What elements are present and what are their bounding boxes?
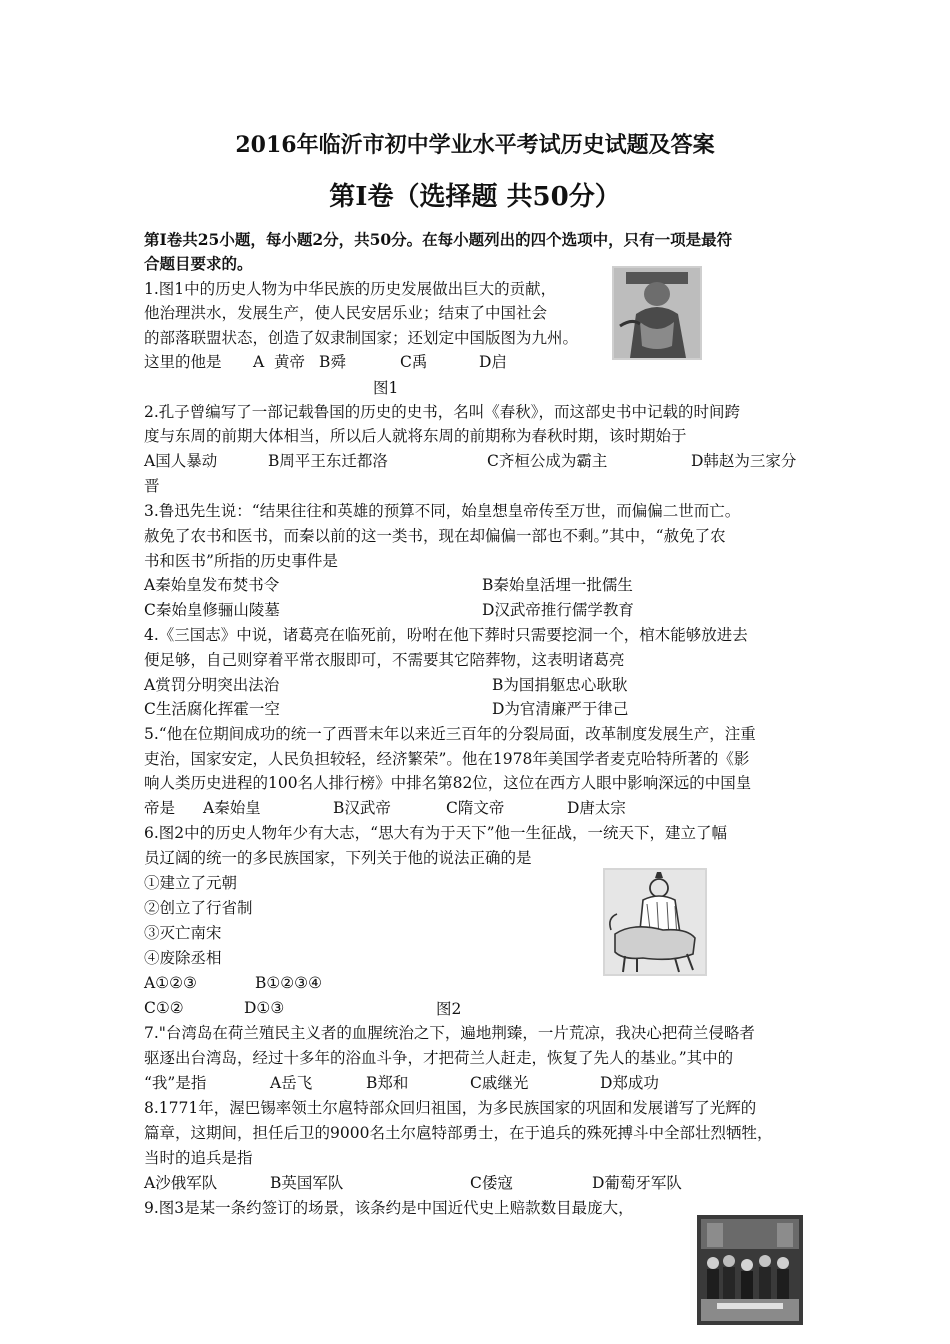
figure-1-image <box>612 266 702 360</box>
q5-stem-line: 吏治，国家安定，人民负担较轻，经济繁荣”。他在1978年美国学者麦克哈特所著的《影 <box>144 750 750 768</box>
q5-stem-line: 响人类历史进程的100名人排行榜》中排名第82位，这位在西方人眼中影响深远的中国皇 <box>144 774 752 792</box>
q3-stem-line: 3.鲁迅先生说：“结果往往和英雄的预算不同，始皇想皇帝传至万世，而偏偏二世而亡。 <box>144 502 741 520</box>
q5-stem-tail: 帝是 <box>144 799 176 817</box>
q1-option-a: A 黄帝 <box>253 353 306 371</box>
q6-option-a: A①②③ <box>144 974 197 992</box>
q1-stem-line: 的部落联盟状态，创造了奴隶制国家；还划定中国版图为九州。 <box>144 329 579 347</box>
q8-stem-line: 篇章，这期间，担任后卫的9000名土尔扈特部勇士，在于追兵的殊死搏斗中全部壮烈牺牲， <box>144 1124 773 1142</box>
figure-2-caption: 图2 <box>436 1000 462 1018</box>
q6-item: ④废除丞相 <box>144 949 222 967</box>
q2-stem-line: 度与东周的前期大体相当，所以后人就将东周的前期称为春秋时期，该时期始于 <box>144 427 687 445</box>
q1-option-b: B舜 <box>319 353 346 371</box>
q7-option-d: D郑成功 <box>600 1074 659 1092</box>
q7-stem-tail: “我”是指 <box>144 1074 207 1092</box>
q8-option-d: D葡萄牙军队 <box>592 1174 682 1192</box>
q3-stem-line: 赦免了农书和医书，而秦以前的这一类书，现在却偏偏一部也不剩。”其中，“赦免了农 <box>144 527 726 545</box>
figure-3-image <box>697 1215 803 1325</box>
q8-option-b: B英国军队 <box>270 1174 344 1192</box>
q6-option-c: C①② <box>144 999 184 1017</box>
q1-option-d: D启 <box>479 353 507 371</box>
q3-option-c: C秦始皇修骊山陵墓 <box>144 601 280 619</box>
q6-stem-line: 员辽阔的统一的多民族国家，下列关于他的说法正确的是 <box>144 849 532 867</box>
section-title: 第Ⅰ卷（选择题 共50分） <box>329 182 621 212</box>
document-title: 2016年临沂市初中学业水平考试历史试题及答案 <box>235 132 715 158</box>
q6-stem-line: 6.图2中的历史人物年少有大志，“思大有为于天下”他一生征战，一统天下，建立了幅 <box>144 824 728 842</box>
q1-stem-tail: 这里的他是 <box>144 353 222 371</box>
q4-stem-line: 便足够，自己则穿着平常衣服即可，不需要其它陪葬物，这表明诸葛亮 <box>144 651 625 669</box>
q6-option-d: D①③ <box>244 999 285 1017</box>
q7-option-c: C戚继光 <box>470 1074 529 1092</box>
q6-option-b: B①②③④ <box>255 974 322 992</box>
q6-item: ①建立了元朝 <box>144 874 238 892</box>
q6-item: ③灭亡南宋 <box>144 924 222 942</box>
q8-option-a: A沙俄军队 <box>144 1174 218 1192</box>
q3-option-b: B秦始皇活埋一批儒生 <box>482 576 633 594</box>
q4-stem-line: 4.《三国志》中说，诸葛亮在临死前，吩咐在他下葬时只需要挖洞一个，棺木能够放进去 <box>144 626 748 644</box>
q7-option-b: B郑和 <box>366 1074 409 1092</box>
figure-2-image <box>603 868 707 976</box>
q1-stem-line: 他治理洪水，发展生产，使人民安居乐业；结束了中国社会 <box>144 304 548 322</box>
q2-stem-line: 2.孔子曾编写了一部记载鲁国的历史的史书，名叫《春秋》，而这部史书中记载的时间跨 <box>144 403 741 421</box>
q6-item: ②创立了行省制 <box>144 899 253 917</box>
q8-stem-line: 8.1771年，渥巴锡率领土尔扈特部众回归祖国，为多民族国家的巩固和发展谱写了光辉的 <box>144 1099 757 1117</box>
q2-option-d-tail: 晋 <box>144 477 160 495</box>
instructions-line: 合题目要求的。 <box>144 254 253 273</box>
q4-option-a: A赏罚分明突出法治 <box>144 676 280 694</box>
figure-1-caption: 图1 <box>373 379 399 397</box>
q5-stem-line: 5.“他在位期间成功的统一了西晋末年以来近三百年的分裂局面，改革制度发展生产，注重 <box>144 725 756 743</box>
q2-option-d: D韩赵为三家分 <box>691 452 797 470</box>
q2-option-b: B周平王东迁都洛 <box>268 452 388 470</box>
q5-option-b: B汉武帝 <box>333 799 391 817</box>
q7-option-a: A岳飞 <box>270 1074 313 1092</box>
q2-option-c: C齐桓公成为霸主 <box>487 452 608 470</box>
q9-stem-line: 9.图3是某一条约签订的场景，该条约是中国近代史上赔款数目最庞大， <box>144 1199 634 1217</box>
q2-option-a: A国人暴动 <box>144 452 218 470</box>
q1-stem-line: 1.图1中的历史人物为中华民族的历史发展做出巨大的贡献， <box>144 280 557 298</box>
q3-stem-line: 书和医书”所指的历史事件是 <box>144 552 338 570</box>
q3-option-a: A秦始皇发布焚书令 <box>144 576 280 594</box>
q8-option-c: C倭寇 <box>470 1174 513 1192</box>
q8-stem-line: 当时的追兵是指 <box>144 1149 253 1167</box>
q5-option-d: D唐太宗 <box>567 799 626 817</box>
instructions-line: 第Ⅰ卷共25小题，每小题2分，共50分。在每小题列出的四个选项中，只有一项是最符 <box>144 230 733 249</box>
q3-option-d: D汉武帝推行儒学教育 <box>482 601 634 619</box>
q4-option-b: B为国捐躯忠心耿耿 <box>492 676 628 694</box>
q4-option-c: C生活腐化挥霍一空 <box>144 700 280 718</box>
q7-stem-line: 7."台湾岛在荷兰殖民主义者的血腥统治之下，遍地荆臻，一片荒凉，我决心把荷兰侵略者 <box>144 1024 755 1042</box>
q4-option-d: D为官清廉严于律己 <box>492 700 629 718</box>
q7-stem-line: 驱逐出台湾岛，经过十多年的浴血斗争，才把荷兰人赶走，恢复了先人的基业。”其中的 <box>144 1049 734 1067</box>
q1-option-c: C禹 <box>400 353 428 371</box>
q5-option-a: A秦始皇 <box>203 799 261 817</box>
q5-option-c: C隋文帝 <box>446 799 505 817</box>
